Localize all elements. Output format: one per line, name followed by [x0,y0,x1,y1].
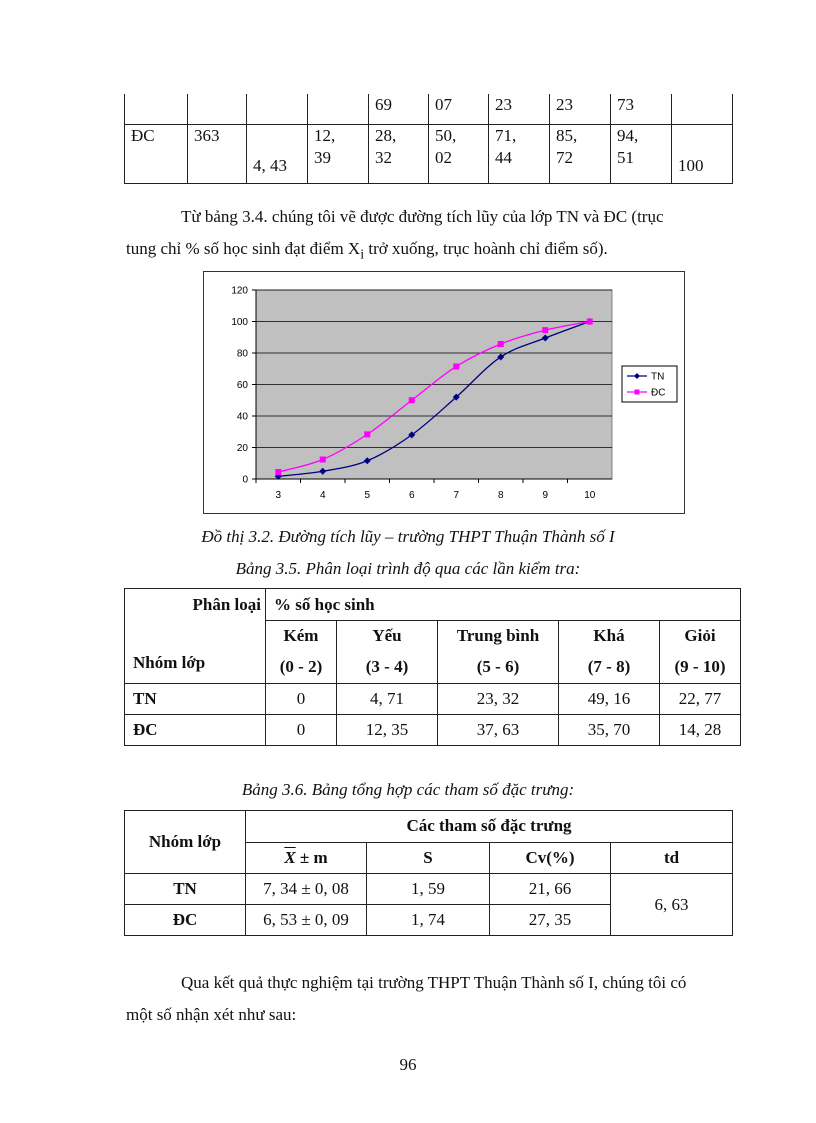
data-point [409,397,415,403]
mean-header-text: ± m [295,847,328,867]
table-cell: 07 [429,94,489,125]
table-cell: 12, 35 [337,715,438,746]
data-point [587,319,593,325]
parameter-summary-table [124,810,733,936]
table-3-5-caption: Bảng 3.5. Phân loại trình độ qua các lần kiểm tra: [235,559,581,578]
table-cell: 14, 28 [660,715,741,746]
table-cell: 6, 53 ± 0, 09 [246,905,367,936]
table-cell [247,94,308,125]
corner-top-label: Phân loại [192,595,261,614]
table-cell [672,94,733,125]
x-tick-label: 3 [275,490,282,501]
paragraph-text: trở xuống, trục hoành chỉ điểm số). [364,239,608,258]
cv-column-header: Cv(%) [490,842,611,874]
table-cell: 69 [369,94,429,125]
x-tick-label: 8 [497,490,504,501]
table-cell: 0 [266,684,337,715]
table-cell: 71, 44 [489,125,550,184]
conclusion-paragraph-continued: một số nhận xét như sau: [126,1005,297,1024]
chart-canvas [204,272,684,513]
table-row [125,684,741,715]
y-tick-label: 40 [236,411,248,423]
table-row [125,715,741,746]
column-range: (0 - 2) [266,652,337,684]
table-row [125,589,741,621]
table-row [125,811,733,843]
y-tick-label: 80 [236,348,248,360]
data-point [542,327,548,333]
table-cell: 4, 43 [247,125,308,184]
table-cell: 100 [672,125,733,184]
table-row [125,125,733,184]
table-cell: 94, 51 [611,125,672,184]
x-tick-label: 7 [453,490,460,501]
table-cell: 21, 66 [490,874,611,905]
table-cell: 35, 70 [559,715,660,746]
y-tick-label: 120 [231,285,248,297]
table-cell: 27, 35 [490,905,611,936]
y-tick-label: 60 [236,380,248,391]
table-cell: 23, 32 [438,684,559,715]
column-range: (5 - 6) [438,652,559,684]
figure-caption: Đồ thị 3.2. Đường tích lũy – trường THPT Thuận Thành số I [201,527,615,546]
legend-box [622,366,677,402]
x-tick-label: 5 [364,490,371,501]
legend-marker [635,390,640,395]
row-label: TN [125,874,246,905]
data-point [275,469,281,475]
x-bar-symbol: $\overline{X}$ [284,847,296,867]
td-value: 6, 63 [611,874,733,936]
params-header: Các tham số đặc trưng [246,811,733,843]
column-header: Trung bình [438,621,559,652]
group-header: % số học sinh [266,589,741,621]
column-header: Khá [559,621,660,652]
table-row [125,874,733,905]
cumulative-line-chart [203,271,685,514]
row-label: ĐC [125,715,266,746]
y-tick-label: 0 [242,474,248,486]
column-range: (3 - 4) [337,652,438,684]
table-cell: 12, 39 [308,125,369,184]
x-tick-label: 10 [584,490,596,501]
table-cell: 28, 32 [369,125,429,184]
y-tick-label: 20 [236,443,248,454]
table-cell: 23 [489,94,550,125]
legend-label: ĐC [651,387,666,399]
table-cell: 363 [188,125,247,184]
table-3-6-caption: Bảng 3.6. Bảng tổng hợp các tham số đặc trưng: [241,780,575,799]
table-cell: 4, 71 [337,684,438,715]
table-cell: 85, 72 [550,125,611,184]
mean-column-header [246,842,367,874]
column-range: (9 - 10) [660,652,741,684]
row-label: ĐC [125,905,246,936]
column-header: Kém [266,621,337,652]
table-cell: 37, 63 [438,715,559,746]
data-point [498,341,504,347]
corner-header [125,589,266,684]
table-cell: 1, 74 [367,905,490,936]
paragraph-line: Từ bảng 3.4. chúng tôi vẽ được đường tích lũy của lớp TN và ĐC (trục [181,207,664,226]
page-number: 96 [399,1055,417,1074]
table-cell [125,94,188,125]
row-label: ĐC [125,125,188,184]
corner-bottom-label: Nhóm lớp [133,653,206,672]
table-cell: 0 [266,715,337,746]
score-distribution-table-continued [124,94,733,184]
x-tick-label: 9 [542,490,549,501]
table-cell: 22, 77 [660,684,741,715]
group-column-header: Nhóm lớp [125,811,246,874]
column-range: (7 - 8) [559,652,660,684]
subscript-i: i [360,246,365,263]
legend-label: TN [651,371,665,383]
data-point [453,363,459,369]
column-header: Giỏi [660,621,741,652]
table-cell: 49, 16 [559,684,660,715]
table-cell: 73 [611,94,672,125]
table-row [125,94,733,125]
data-point [364,431,370,437]
table-cell [308,94,369,125]
table-cell: 50, 02 [429,125,489,184]
body-paragraph-continued [126,233,734,270]
conclusion-paragraph: Qua kết quả thực nghiệm tại trường THPT Thuận Thành số I, chúng tôi có [181,973,687,992]
table-cell: 23 [550,94,611,125]
y-tick-label: 100 [231,317,248,328]
table-cell: 7, 34 ± 0, 08 [246,874,367,905]
table-cell [188,94,247,125]
x-tick-label: 4 [319,490,326,501]
column-header: Yếu [337,621,438,652]
table-cell: 1, 59 [367,874,490,905]
x-tick-label: 6 [408,490,415,501]
td-column-header: td [611,842,733,874]
data-point [320,456,326,462]
paragraph-text: tung chỉ % số học sinh đạt điểm X [126,239,361,258]
row-label: TN [125,684,266,715]
level-classification-table [124,588,741,746]
body-paragraph [126,201,734,233]
s-column-header: S [367,842,490,874]
